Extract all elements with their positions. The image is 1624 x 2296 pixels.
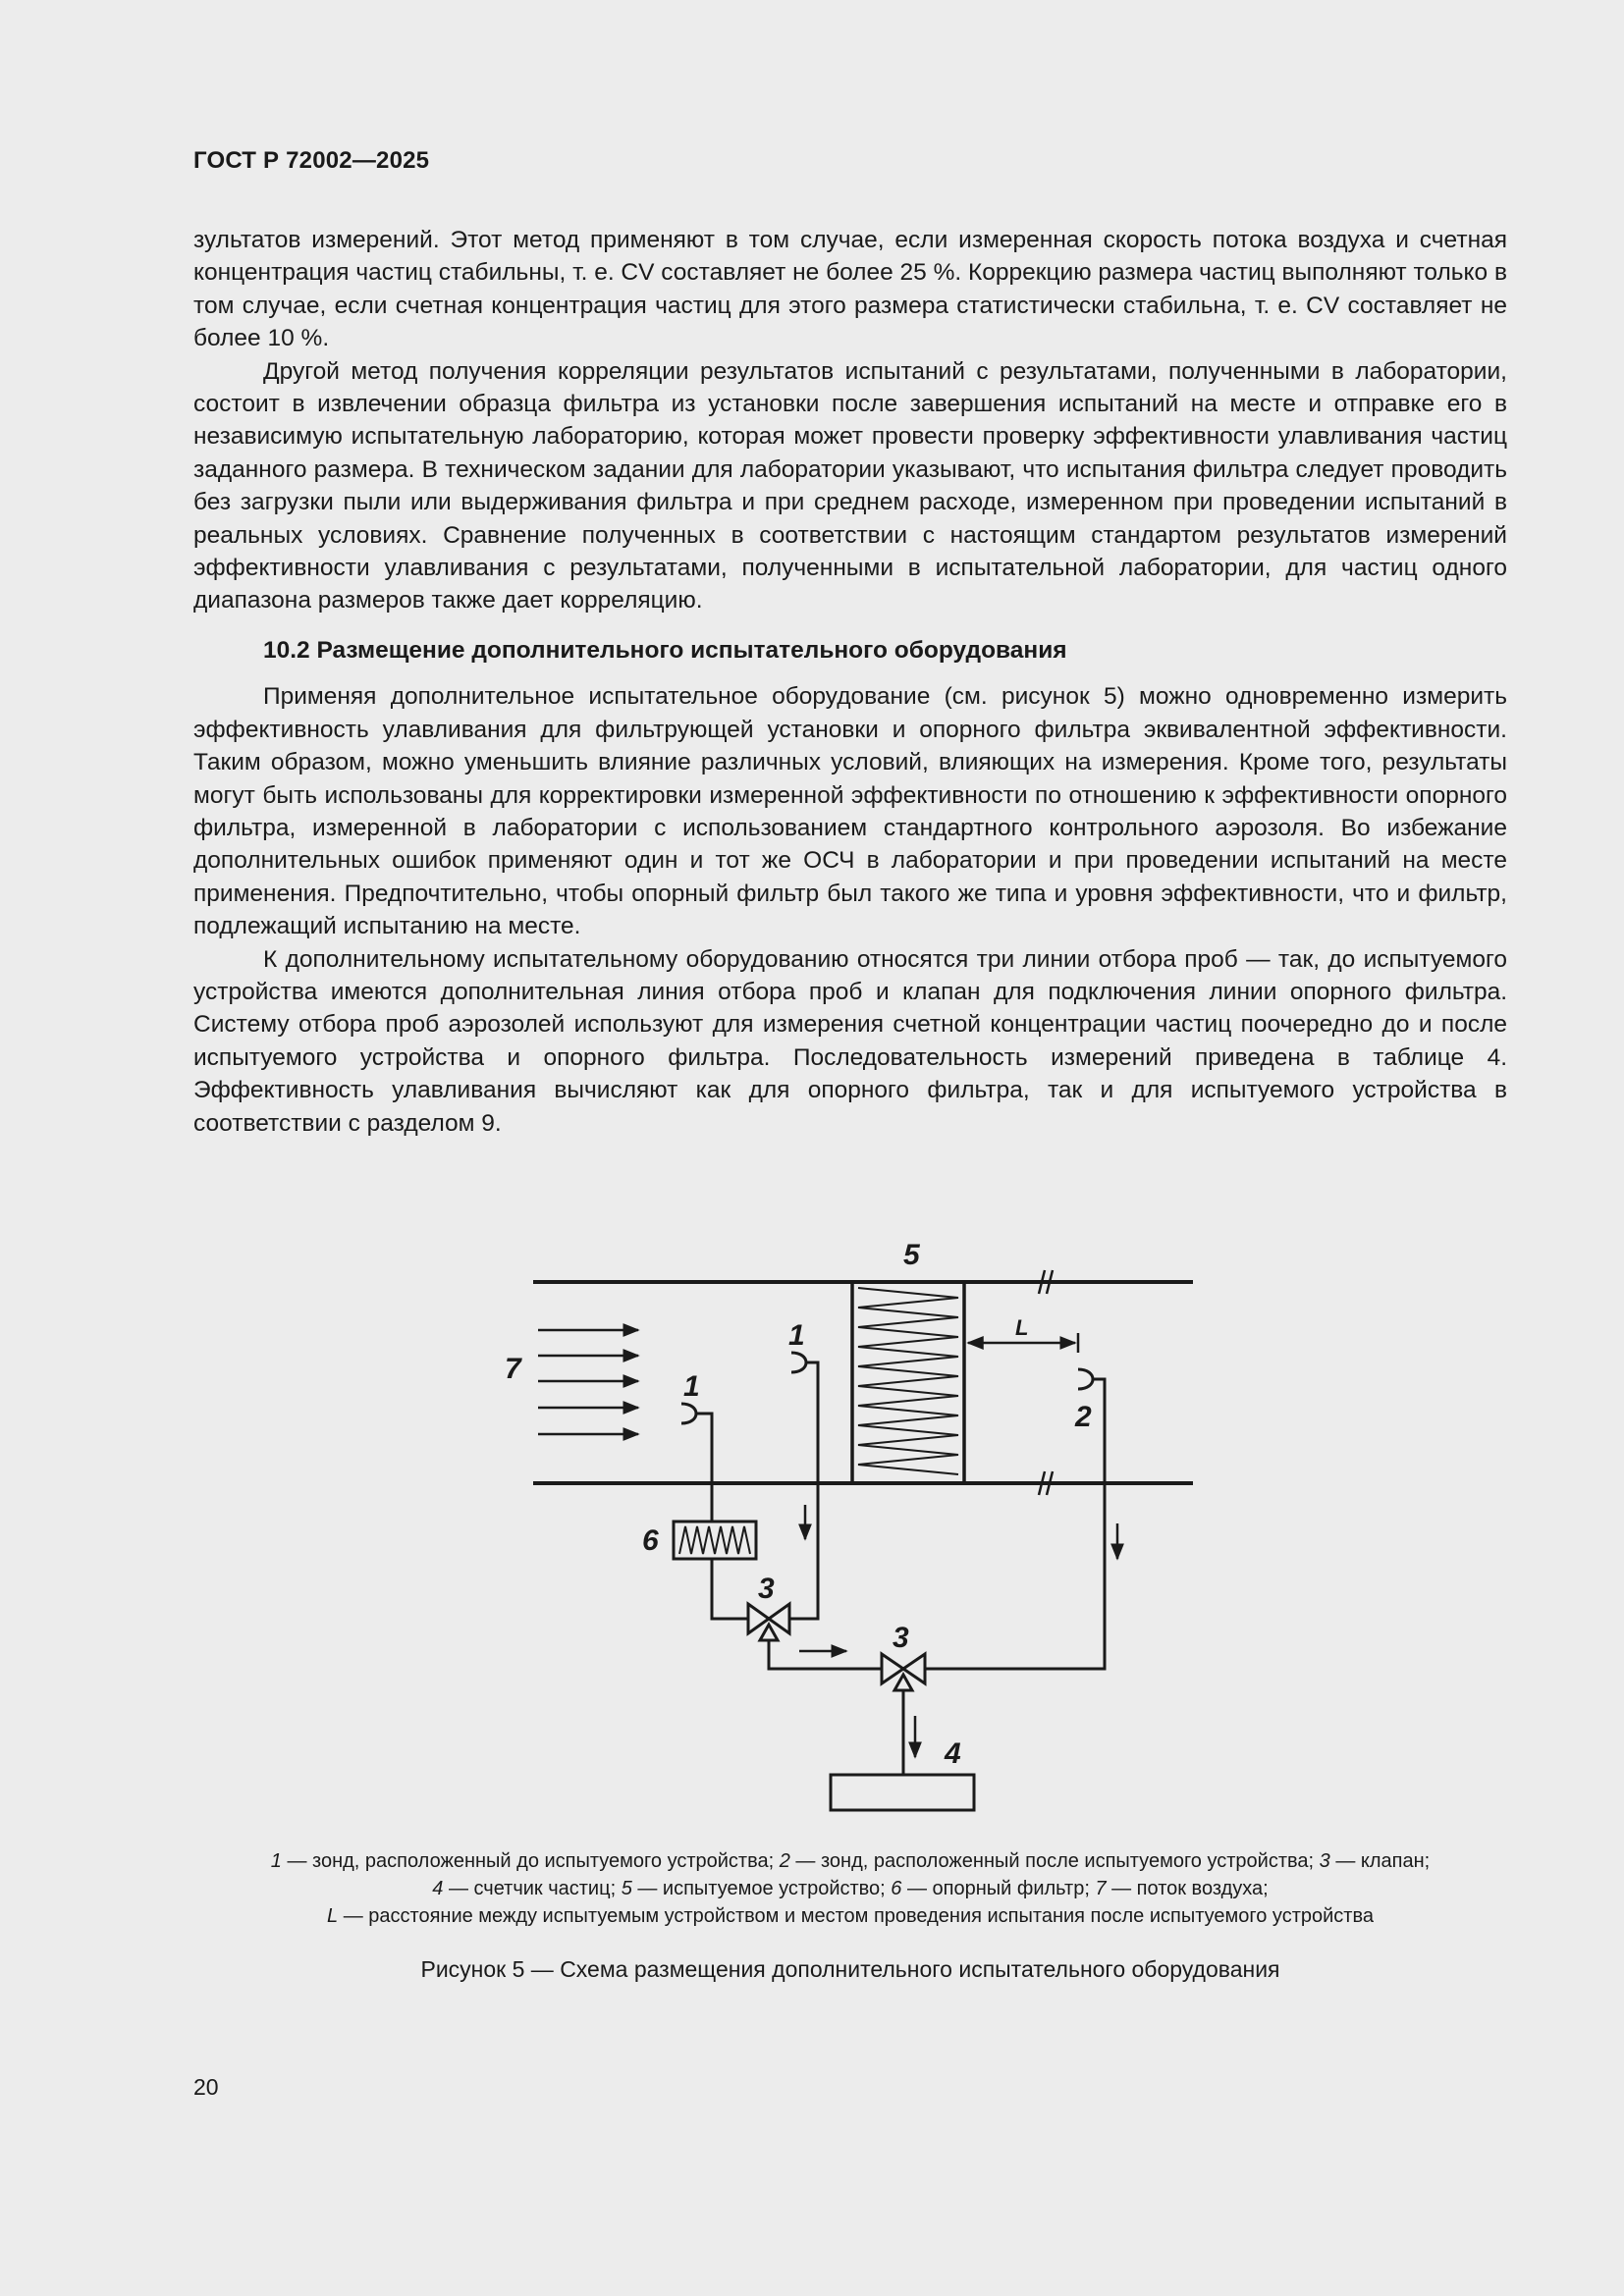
paragraph-2: Другой метод получения корреляции результатов испытаний с результатами, полученными в лаборатории, состоит в извлечении образца фильтра из установки после завершения испытаний на месте и отправке его в независимую испытательную лабораторию, которая может провести проверку эффективности улавливания частиц заданного размера. В техническом задании для лаборатории указывают, что испытания фильтра следует проводить без загрузки пыли или выдерживания фильтра и при среднем расходе, измеренном при проведении испытаний в реальных условиях. Сравнение полученных в соответствии с настоящим стандартом результатов измерений эффективности улавливания с результатами, полученными в испытательной лаборатории, для частиц одного диапазона размеров также дает корреляцию. bbox=[193, 357, 1507, 614]
label-distance: L bbox=[1015, 1315, 1029, 1340]
reference-line-tube bbox=[695, 1414, 712, 1522]
page-number: 20 bbox=[193, 2074, 219, 2100]
label-probe-downstream: 2 bbox=[1075, 1401, 1092, 1433]
test-device-pleats bbox=[858, 1288, 958, 1474]
reference-filter-coil bbox=[679, 1526, 750, 1554]
label-valve-left: 3 bbox=[758, 1573, 775, 1605]
paragraph-1: зультатов измерений. Этот метод применяют в том случае, если измеренная скорость потока воздуха и счетная концентрация частиц стабильны, т. е. CV составляет не более 25 %. Коррекцию размера частиц выполняют только в том случае, если счетная концентрация частиц для этого размера статистически стабильна, т. е. CV составляет не более 10 %. bbox=[193, 227, 1507, 352]
label-counter: 4 bbox=[945, 1737, 961, 1770]
upstream-line-tube bbox=[789, 1362, 818, 1619]
legend-line-3: L — расстояние между испытуемым устройством и местом проведения испытания после испытуемого устройства bbox=[327, 1905, 1374, 1927]
probe-upstream-lower bbox=[681, 1404, 696, 1423]
particle-counter bbox=[831, 1775, 974, 1810]
paragraph-4: К дополнительному испытательному оборудованию относятся три линии отбора проб — так, до испытуемого устройства имеются дополнительная линия отбора проб и клапан для подключения линии опорного фильтра. Систему отбора проб аэрозолей используют для измерения счетной концентрации частиц поочередно до и после испытуемого устройства и опорного фильтра. Последовательность измерений приведена в таблице 4. Эффективность улавливания вычисляют как для опорного фильтра, так и для испытуемого устройства в соответствии с разделом 9. bbox=[193, 945, 1507, 1137]
label-probe-upstream-lower: 1 bbox=[683, 1370, 700, 1403]
label-test-device: 5 bbox=[903, 1239, 920, 1271]
label-valve-right: 3 bbox=[893, 1622, 909, 1654]
probe-upstream-upper bbox=[791, 1353, 806, 1372]
label-reference-filter: 6 bbox=[642, 1524, 659, 1557]
test-setup-schematic bbox=[491, 1227, 1237, 1826]
label-airflow: 7 bbox=[505, 1353, 521, 1385]
valve-right bbox=[882, 1654, 925, 1690]
figure-legend bbox=[193, 1847, 1507, 1930]
label-probe-upstream-upper: 1 bbox=[788, 1319, 805, 1352]
airflow-arrows bbox=[538, 1330, 638, 1434]
valve-connector-line bbox=[769, 1640, 882, 1669]
valve-left bbox=[748, 1604, 789, 1640]
document-header: ГОСТ Р 72002—2025 bbox=[193, 147, 430, 174]
section-heading: 10.2 Размещение дополнительного испытательного оборудования bbox=[263, 636, 1067, 664]
probe-downstream bbox=[1078, 1369, 1093, 1389]
legend-line-2: 4 — счетчик частиц; 5 — испытуемое устройство; 6 — опорный фильтр; 7 — поток воздуха; bbox=[432, 1878, 1269, 1899]
reference-line-to-valve bbox=[712, 1559, 748, 1619]
figure-caption: Рисунок 5 — Схема размещения дополнительного испытательного оборудования bbox=[420, 1956, 1280, 1982]
body-text bbox=[193, 224, 1507, 1140]
paragraph-3: Применяя дополнительное испытательное оборудование (см. рисунок 5) можно одновременно измерить эффективность улавливания для фильтрующей установки и опорного фильтра эквивалентной эффективности. Таким образом, можно уменьшить влияние различных условий, влияющих на измерения. Кроме того, результаты могут быть использованы для корректировки измеренной эффективности по отношению к эффективности опорного фильтра, измеренной в лаборатории с использованием стандартного контрольного аэрозоля. Во избежание дополнительных ошибок применяют один и тот же ОСЧ в лаборатории и при проведении испытаний на месте применения. Предпочтительно, чтобы опорный фильтр был такого же типа и уровня эффективности, что и фильтр, подлежащий испытанию на месте. bbox=[193, 683, 1507, 940]
legend-line-1: 1 — зонд, расположенный до испытуемого устройства; 2 — зонд, расположенный после испытуемого устройства; 3 — клапан; bbox=[270, 1850, 1431, 1872]
figure-5-diagram bbox=[491, 1227, 1237, 1826]
